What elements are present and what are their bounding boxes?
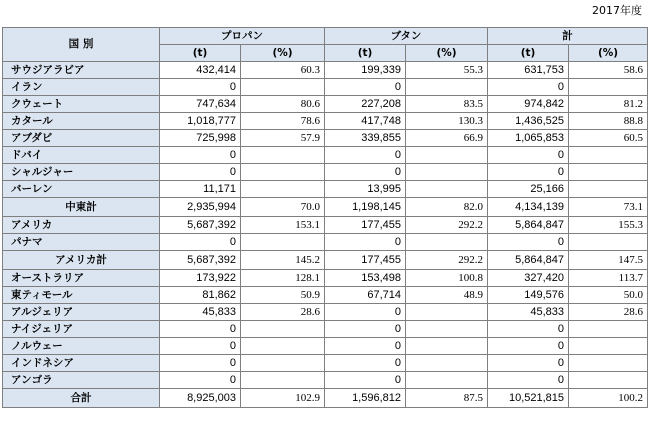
tonnage-cell: 0 [325, 338, 406, 355]
tonnage-cell: 173,922 [160, 270, 241, 287]
percent-cell [569, 147, 648, 164]
percent-cell: 292.2 [406, 251, 488, 270]
tonnage-cell: 0 [488, 321, 569, 338]
percent-cell [406, 147, 488, 164]
table-row [3, 164, 648, 181]
tonnage-cell: 0 [325, 164, 406, 181]
percent-cell: 50.0 [569, 287, 648, 304]
unit-pct-header: (%) [569, 45, 648, 62]
percent-cell [241, 181, 325, 198]
tonnage-cell: 0 [325, 304, 406, 321]
percent-cell [569, 164, 648, 181]
tonnage-cell: 725,998 [160, 130, 241, 147]
percent-cell [569, 181, 648, 198]
tonnage-cell: 149,576 [488, 287, 569, 304]
tonnage-cell: 0 [160, 79, 241, 96]
percent-cell: 28.6 [241, 304, 325, 321]
tonnage-cell: 0 [488, 147, 569, 164]
subtotal-label: アメリカ計 [3, 251, 160, 270]
subtotal-row [3, 389, 648, 408]
percent-cell [241, 338, 325, 355]
table-row [3, 130, 648, 147]
percent-cell [406, 355, 488, 372]
tonnage-cell: 199,339 [325, 62, 406, 79]
table-row [3, 304, 648, 321]
percent-cell [406, 79, 488, 96]
tonnage-cell: 8,925,003 [160, 389, 241, 408]
percent-cell: 55.3 [406, 62, 488, 79]
country-name: シャルジャー [3, 164, 160, 181]
table-row [3, 96, 648, 113]
tonnage-cell: 1,018,777 [160, 113, 241, 130]
tonnage-cell: 0 [160, 147, 241, 164]
country-name: ノルウェー [3, 338, 160, 355]
percent-cell [406, 164, 488, 181]
country-name: パナマ [3, 234, 160, 251]
percent-cell: 102.9 [241, 389, 325, 408]
tonnage-cell: 11,171 [160, 181, 241, 198]
percent-cell [569, 372, 648, 389]
tonnage-cell: 0 [160, 164, 241, 181]
subtotal-row [3, 251, 648, 270]
tonnage-cell: 432,414 [160, 62, 241, 79]
table-row [3, 338, 648, 355]
country-name: クウェート [3, 96, 160, 113]
total-header: 計 [488, 28, 648, 45]
percent-cell [569, 321, 648, 338]
unit-t-header: (t) [160, 45, 241, 62]
fiscal-year-label: 2017年度 [592, 4, 642, 17]
percent-cell: 82.0 [406, 198, 488, 217]
tonnage-cell: 631,753 [488, 62, 569, 79]
percent-cell: 87.5 [406, 389, 488, 408]
tonnage-cell: 45,833 [488, 304, 569, 321]
percent-cell: 57.9 [241, 130, 325, 147]
tonnage-cell: 1,596,812 [325, 389, 406, 408]
percent-cell: 28.6 [569, 304, 648, 321]
percent-cell: 145.2 [241, 251, 325, 270]
tonnage-cell: 339,855 [325, 130, 406, 147]
tonnage-cell: 0 [488, 234, 569, 251]
percent-cell: 128.1 [241, 270, 325, 287]
subtotal-row [3, 198, 648, 217]
unit-pct-header: (%) [241, 45, 325, 62]
tonnage-cell: 0 [160, 355, 241, 372]
percent-cell [569, 79, 648, 96]
tonnage-cell: 177,455 [325, 251, 406, 270]
tonnage-cell: 417,748 [325, 113, 406, 130]
percent-cell [406, 304, 488, 321]
country-name: 東ティモール [3, 287, 160, 304]
percent-cell [241, 164, 325, 181]
tonnage-cell: 5,687,392 [160, 217, 241, 234]
tonnage-cell: 0 [488, 164, 569, 181]
percent-cell: 83.5 [406, 96, 488, 113]
percent-cell: 60.3 [241, 62, 325, 79]
percent-cell [241, 147, 325, 164]
percent-cell [569, 355, 648, 372]
tonnage-cell: 0 [488, 372, 569, 389]
tonnage-cell: 974,842 [488, 96, 569, 113]
tonnage-cell: 67,714 [325, 287, 406, 304]
tonnage-cell: 0 [160, 372, 241, 389]
table-row [3, 287, 648, 304]
country-name: アブダビ [3, 130, 160, 147]
percent-cell: 100.8 [406, 270, 488, 287]
tonnage-cell: 0 [488, 355, 569, 372]
tonnage-cell: 227,208 [325, 96, 406, 113]
country-name: カタール [3, 113, 160, 130]
country-name: オーストラリア [3, 270, 160, 287]
percent-cell [406, 338, 488, 355]
tonnage-cell: 5,687,392 [160, 251, 241, 270]
percent-cell: 80.6 [241, 96, 325, 113]
tonnage-cell: 2,935,994 [160, 198, 241, 217]
tonnage-cell: 45,833 [160, 304, 241, 321]
percent-cell: 155.3 [569, 217, 648, 234]
percent-cell: 292.2 [406, 217, 488, 234]
percent-cell: 130.3 [406, 113, 488, 130]
percent-cell [406, 234, 488, 251]
country-name: ナイジェリア [3, 321, 160, 338]
percent-cell [406, 181, 488, 198]
table-row [3, 79, 648, 96]
tonnage-cell: 0 [488, 338, 569, 355]
percent-cell [406, 372, 488, 389]
percent-cell [241, 355, 325, 372]
country-name: ドバイ [3, 147, 160, 164]
table-row [3, 234, 648, 251]
tonnage-cell: 1,198,145 [325, 198, 406, 217]
percent-cell: 100.2 [569, 389, 648, 408]
tonnage-cell: 747,634 [160, 96, 241, 113]
subtotal-label: 中東計 [3, 198, 160, 217]
tonnage-cell: 4,134,139 [488, 198, 569, 217]
percent-cell: 70.0 [241, 198, 325, 217]
percent-cell: 48.9 [406, 287, 488, 304]
subtotal-label: 合計 [3, 389, 160, 408]
tonnage-cell: 177,455 [325, 217, 406, 234]
unit-t-header: (t) [325, 45, 406, 62]
country-name: アルジェリア [3, 304, 160, 321]
percent-cell [241, 321, 325, 338]
butane-header: ブタン [325, 28, 488, 45]
table-row [3, 321, 648, 338]
percent-cell: 113.7 [569, 270, 648, 287]
tonnage-cell: 0 [160, 321, 241, 338]
tonnage-cell: 0 [160, 234, 241, 251]
lpg-import-table [2, 27, 648, 408]
tonnage-cell: 0 [325, 147, 406, 164]
unit-pct-header: (%) [406, 45, 488, 62]
percent-cell: 88.8 [569, 113, 648, 130]
tonnage-cell: 25,166 [488, 181, 569, 198]
table-row [3, 181, 648, 198]
tonnage-cell: 0 [325, 372, 406, 389]
country-name: アメリカ [3, 217, 160, 234]
table-row [3, 217, 648, 234]
tonnage-cell: 5,864,847 [488, 217, 569, 234]
table-row [3, 147, 648, 164]
percent-cell: 153.1 [241, 217, 325, 234]
tonnage-cell: 0 [325, 79, 406, 96]
tonnage-cell: 5,864,847 [488, 251, 569, 270]
propane-header: プロパン [160, 28, 325, 45]
percent-cell: 81.2 [569, 96, 648, 113]
tonnage-cell: 81,862 [160, 287, 241, 304]
unit-t-header: (t) [488, 45, 569, 62]
percent-cell [241, 372, 325, 389]
country-name: バーレン [3, 181, 160, 198]
table-row [3, 372, 648, 389]
percent-cell: 58.6 [569, 62, 648, 79]
percent-cell: 147.5 [569, 251, 648, 270]
table-row [3, 355, 648, 372]
country-name: イラン [3, 79, 160, 96]
percent-cell: 50.9 [241, 287, 325, 304]
percent-cell [406, 321, 488, 338]
tonnage-cell: 1,436,525 [488, 113, 569, 130]
table-row [3, 62, 648, 79]
country-name: サウジアラビア [3, 62, 160, 79]
tonnage-cell: 0 [160, 338, 241, 355]
country-header: 国 別 [3, 28, 160, 62]
table-row [3, 270, 648, 287]
tonnage-cell: 1,065,853 [488, 130, 569, 147]
tonnage-cell: 327,420 [488, 270, 569, 287]
tonnage-cell: 0 [488, 79, 569, 96]
tonnage-cell: 0 [325, 234, 406, 251]
tonnage-cell: 13,995 [325, 181, 406, 198]
percent-cell [569, 338, 648, 355]
table-row [3, 113, 648, 130]
country-name: インドネシア [3, 355, 160, 372]
percent-cell: 78.6 [241, 113, 325, 130]
tonnage-cell: 153,498 [325, 270, 406, 287]
table-body [3, 62, 648, 408]
percent-cell [241, 234, 325, 251]
percent-cell: 60.5 [569, 130, 648, 147]
tonnage-cell: 10,521,815 [488, 389, 569, 408]
tonnage-cell: 0 [325, 355, 406, 372]
percent-cell [241, 79, 325, 96]
tonnage-cell: 0 [325, 321, 406, 338]
country-name: アンゴラ [3, 372, 160, 389]
percent-cell: 66.9 [406, 130, 488, 147]
percent-cell [569, 234, 648, 251]
percent-cell: 73.1 [569, 198, 648, 217]
